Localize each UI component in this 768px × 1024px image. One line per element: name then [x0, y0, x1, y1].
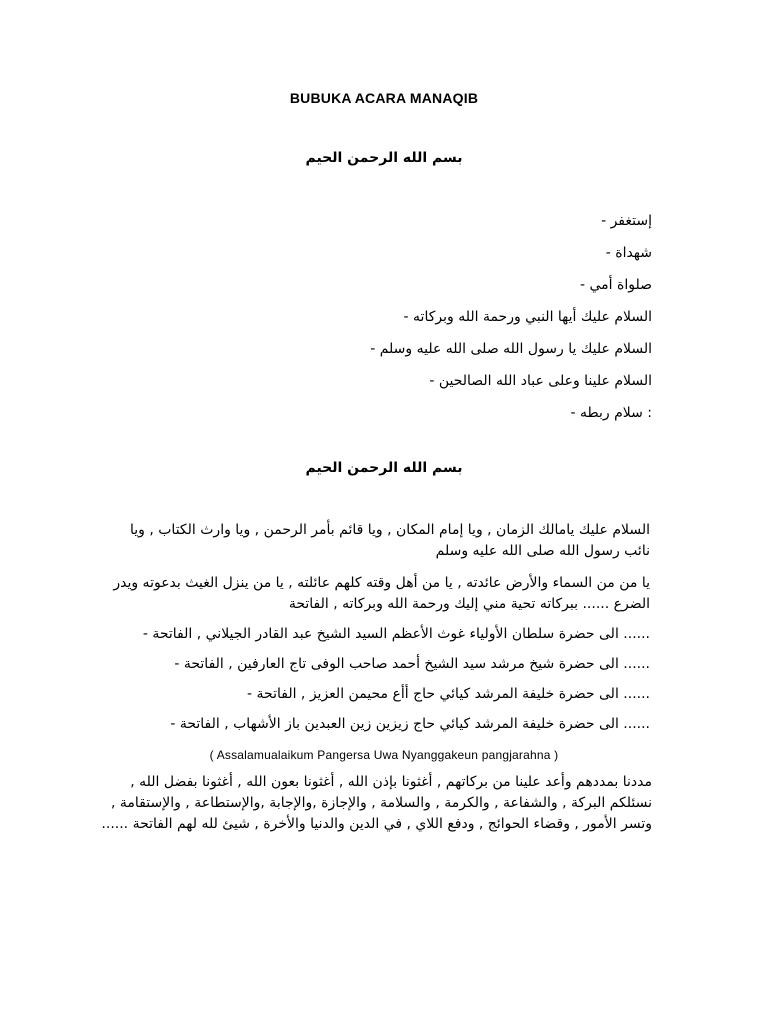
list-item: : سلام ربطه - — [570, 405, 652, 421]
ya-man-paragraph: يا من من السماء والأرض عائدته , يا من أهل وقته كلهم عائلته , يا من ينزل الغيث بدعوته ويدر الضرع ...... ببركاته تحية مني إليك ورحمة الله وبركاته , الفاتحة — [113, 575, 650, 612]
list-item: إستغفر - — [601, 213, 652, 229]
list-item: شهداة - — [605, 245, 652, 261]
list-item: السلام عليك يا رسول الله صلى الله عليه وسلم - — [370, 341, 652, 357]
basmala-heading-1: بسم الله الرحمن الحيم — [305, 150, 463, 166]
list-item: ...... الى حضرة خليفة المرشد كيائي حاج أأع محيمن العزيز , الفاتحة - — [247, 686, 650, 702]
hadrah-list — [90, 625, 650, 745]
document-title: BUBUKA ACARA MANAQIB — [289, 90, 479, 106]
basmala-heading-2: بسم الله الرحمن الحيم — [305, 460, 463, 476]
list-item: السلام علينا وعلى عباد الله الصالحين - — [429, 373, 652, 389]
list-item: ...... الى حضرة سلطان الأولياء غوث الأعظم السيد الشيخ عبد القادر الجيلاني , الفاتحة - — [142, 626, 650, 642]
list-item: ...... الى حضرة خليفة المرشد كيائي حاج زيزين زين العبدين باز الأشهاب , الفاتحة - — [170, 716, 650, 732]
salam-paragraph: السلام عليك يامالك الزمان , ويا إمام المكان , ويا قائم بأمر الرحمن , ويا وارث الكتاب , ويا نائب رسول الله صلى الله عليه وسلم — [129, 522, 650, 559]
list-item: السلام عليك أيها النبي ورحمة الله وبركاته - — [403, 309, 652, 325]
list-item: ...... الى حضرة شيخ مرشد سيد الشيخ أحمد صاحب الوفى تاج العارفين , الفاتحة - — [174, 656, 650, 672]
madad-paragraph: مددنا بمددهم وأعد علينا من بركاتهم , أغثونا بإذن الله , أغثونا بعون الله , أغثونا بفضل الله , نسئلكم البركة , والشفاعة , والكرمة , والسلامة , والإجازة ,والإجابة ,والإستطاعة , والإستقامة , وتسر الأمور , وقضاء الحوائج , ودفع اللاي , في الدين والدنيا والأخرة , شيئ لله لهم الفاتحة ...... — [101, 774, 652, 832]
opening-recitation-list — [152, 212, 652, 436]
list-item: صلواة أمي - — [580, 277, 652, 293]
sundanese-note: ( Assalamualaikum Pangersa Uwa Nyanggakeun pangjarahna ) — [209, 748, 559, 762]
